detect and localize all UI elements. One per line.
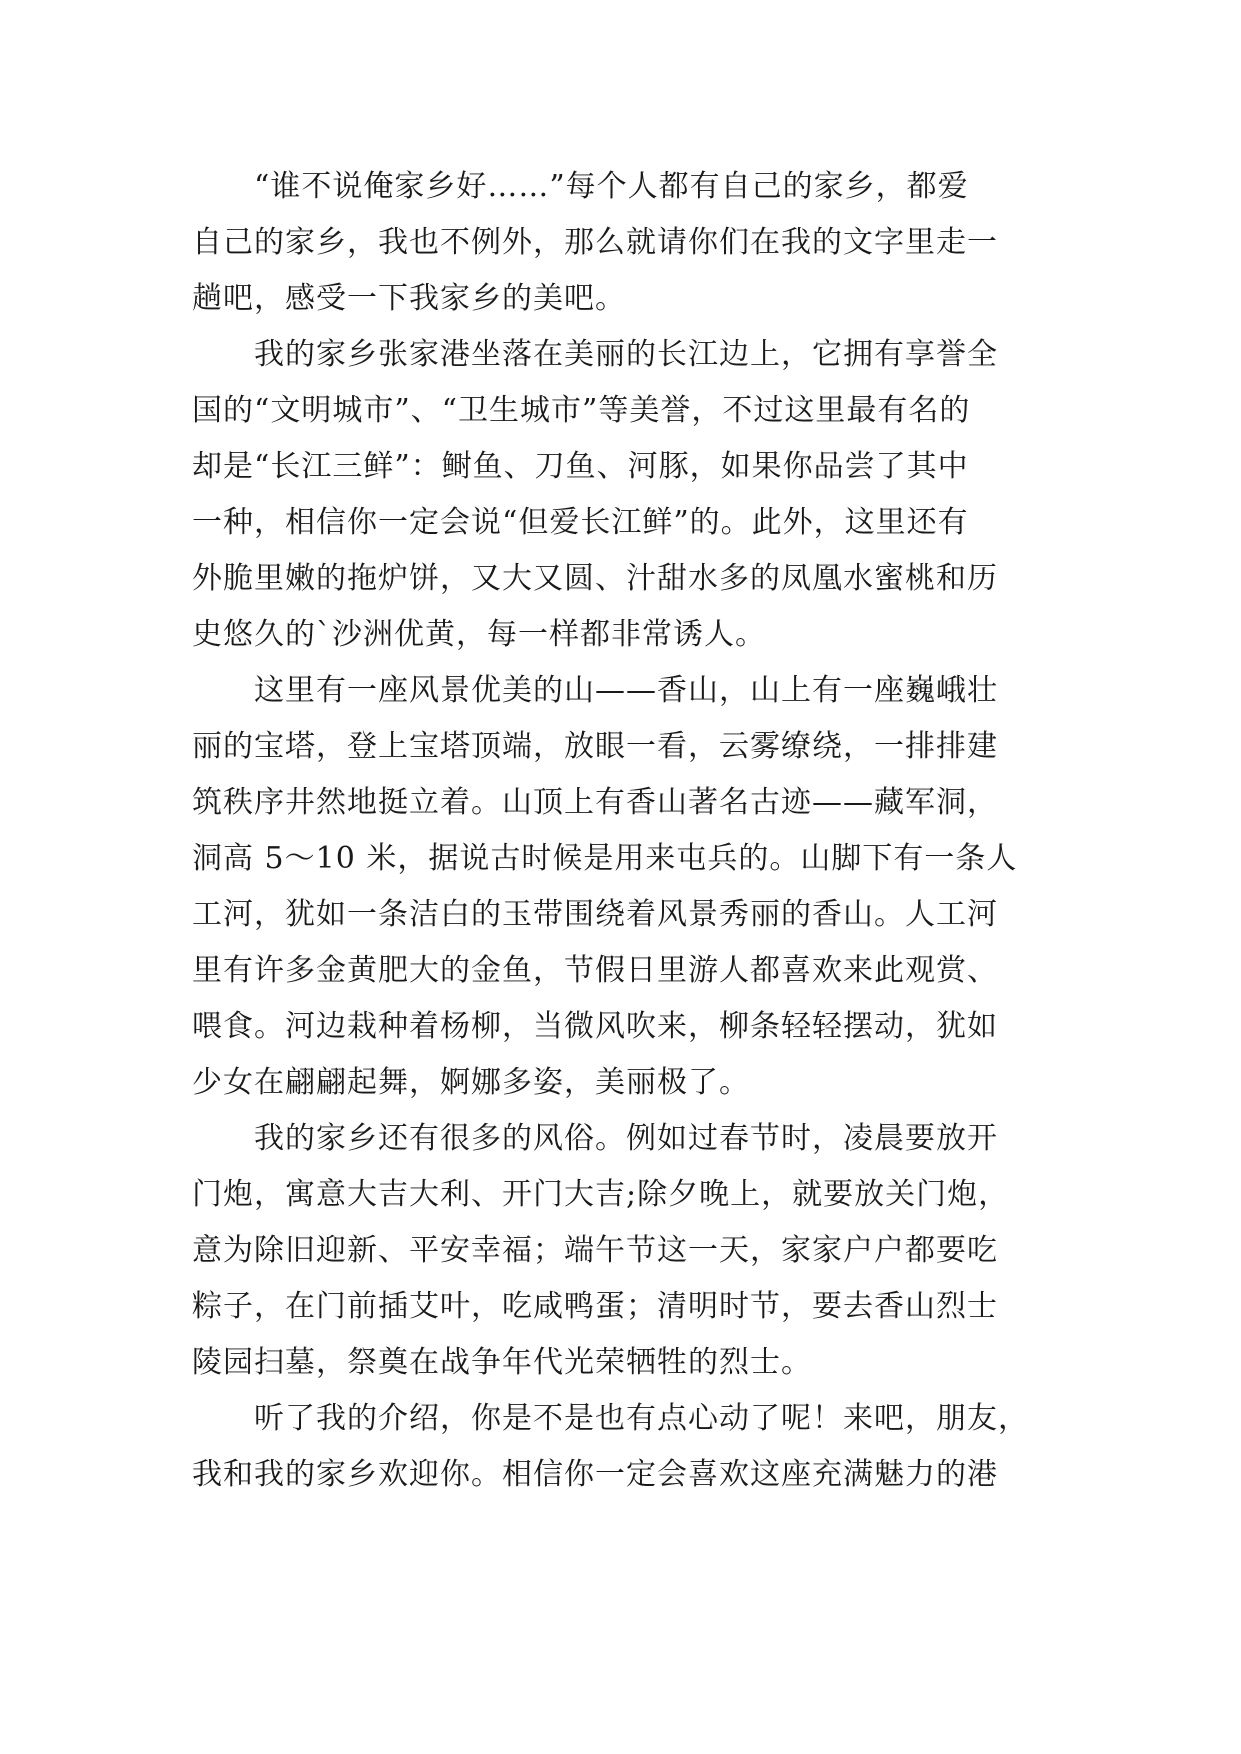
text-line: 陵园扫墓，祭奠在战争年代光荣牺牲的烈士。: [192, 1345, 812, 1380]
text-line: 我和我的家乡欢迎你。相信你一定会喜欢这座充满魅力的港: [192, 1457, 998, 1492]
text-line: 少女在翩翩起舞，婀娜多姿，美丽极了。: [192, 1065, 750, 1100]
text-line: 自己的家乡，我也不例外，那么就请你们在我的文字里走一: [192, 225, 998, 260]
text-line: 意为除旧迎新、平安幸福；端午节这一天，家家户户都要吃: [192, 1233, 998, 1268]
text-line: 外脆里嫩的拖炉饼，又大又圆、汁甜水多的凤凰水蜜桃和历: [192, 561, 998, 596]
text-line: 国的“文明城市”、“卫生城市”等美誉，不过这里最有名的: [192, 393, 971, 428]
text-line: 我的家乡还有很多的风俗。例如过春节时，凌晨要放开: [254, 1121, 998, 1156]
text-line: 工河，犹如一条洁白的玉带围绕着风景秀丽的香山。人工河: [192, 897, 998, 932]
text-line: 我的家乡张家港坐落在美丽的长江边上，它拥有享誉全: [254, 337, 998, 372]
text-line: 这里有一座风景优美的山——香山，山上有一座巍峨壮: [254, 673, 998, 708]
text-line: 门炮，寓意大吉大利、开门大吉;除夕晚上，就要放关门炮，: [192, 1177, 1010, 1212]
text-line: 趟吧，感受一下我家乡的美吧。: [192, 281, 626, 316]
document-body: [192, 164, 1060, 1508]
text-line: 却是“长江三鲜”：鲥鱼、刀鱼、河豚，如果你品尝了其中: [192, 449, 969, 484]
text-line: “谁不说俺家乡好……”每个人都有自己的家乡，都爱: [254, 169, 969, 204]
text-line: 丽的宝塔，登上宝塔顶端，放眼一看，云雾缭绕，一排排建: [192, 729, 998, 764]
text-line: 听了我的介绍，你是不是也有点心动了呢！来吧，朋友，: [254, 1401, 1029, 1436]
text-line: 史悠久的`沙洲优黄，每一样都非常诱人。: [192, 617, 766, 652]
text-line: 筑秩序井然地挺立着。山顶上有香山著名古迹——藏军洞，: [192, 785, 998, 820]
text-line: 一种，相信你一定会说“但爱长江鲜”的。此外，这里还有: [192, 505, 969, 540]
text-line: 里有许多金黄肥大的金鱼，节假日里游人都喜欢来此观赏、: [192, 953, 998, 988]
text-line: 粽子，在门前插艾叶，吃咸鸭蛋；清明时节，要去香山烈士: [192, 1289, 998, 1324]
text-line: 喂食。河边栽种着杨柳，当微风吹来，柳条轻轻摆动，犹如: [192, 1009, 998, 1044]
text-line: 洞高 5～10 米，据说古时候是用来屯兵的。山脚下有一条人: [192, 841, 1018, 876]
